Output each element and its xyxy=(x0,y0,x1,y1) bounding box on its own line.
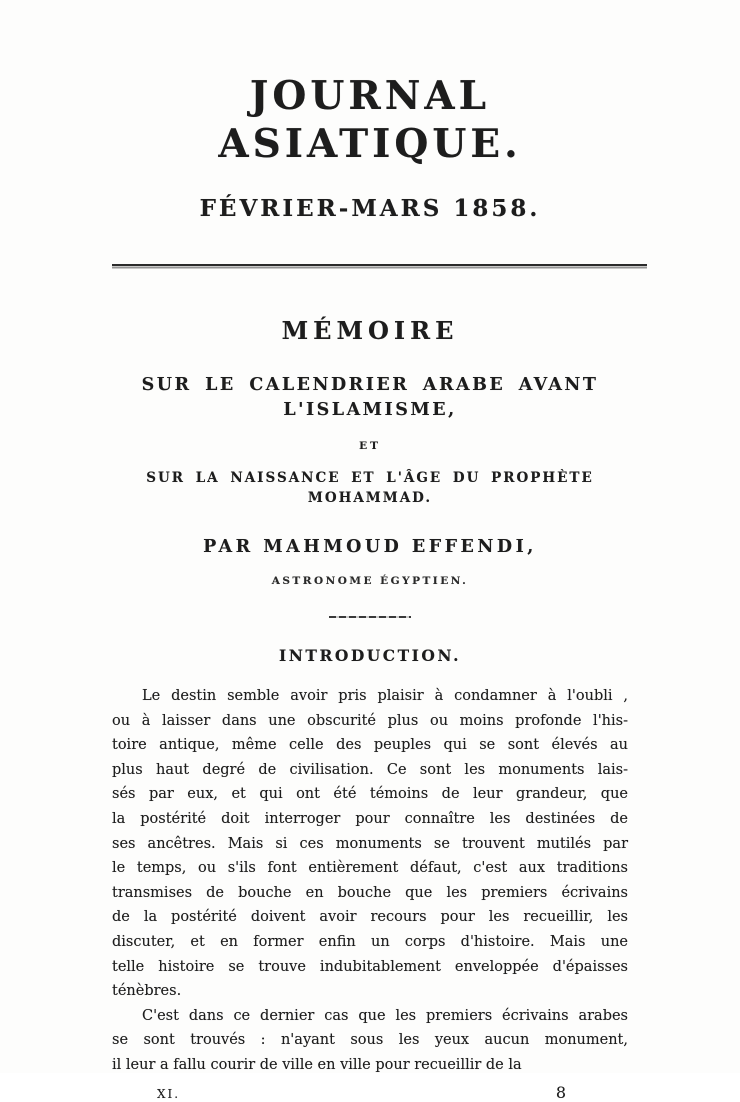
text-line: la postérité doit interroger pour connaître les destinées de xyxy=(112,810,628,827)
article-heading: MÉMOIRE xyxy=(281,316,459,345)
text-line: C'est dans ce dernier cas que les premiers écrivains arabes xyxy=(142,1007,628,1024)
article-body xyxy=(112,684,628,1078)
masthead-divider-rule xyxy=(112,264,647,266)
text-line: toire antique, même celle des peuples qui se sont élevés au xyxy=(112,737,628,754)
issue-date: FÉVRIER-MARS 1858. xyxy=(199,195,541,222)
text-line: se sont trouvés : n'ayant sous les yeux aucun monument, xyxy=(112,1032,628,1049)
text-line: Le destin semble avoir pris plaisir à condamner à l'oubli , xyxy=(142,688,628,704)
page-footer xyxy=(112,1083,628,1102)
section-heading: INTRODUCTION. xyxy=(279,646,461,665)
text-line: il leur a fallu courir de ville en ville pour recueillir de la xyxy=(112,1056,522,1073)
text-line: discuter, et en former enfin un corps d'histoire. Mais une xyxy=(112,933,628,950)
page-number: 8 xyxy=(555,1082,566,1102)
text-line: sés par eux, et qui ont été témoins de leur grandeur, que xyxy=(112,786,628,803)
section-divider-rule xyxy=(329,616,411,618)
text-line: ses ancêtres. Mais si ces monuments se trouvent mutilés par xyxy=(112,835,628,852)
text-line: ténèbres. xyxy=(112,983,182,1000)
text-line: transmises de bouche en bouche que les premiers écrivains xyxy=(112,884,628,901)
text-line: telle histoire se trouve indubitablement enveloppée d'épaisses xyxy=(112,958,628,975)
journal-title: JOURNAL ASIATIQUE. xyxy=(218,73,522,167)
text-line: de la postérité doivent avoir recours pour les recueillir, les xyxy=(112,909,628,926)
article-subtitle-line2: SUR LA NAISSANCE ET L'ÂGE DU PROPHÈTE MOHAMMAD. xyxy=(146,470,594,506)
text-line: le temps, ou s'ils font entièrement défaut, c'est aux traditions xyxy=(112,860,628,877)
article-subtitle-line1: SUR LE CALENDRIER ARABE AVANT L'ISLAMISME, xyxy=(141,375,599,420)
page-content xyxy=(112,0,628,1102)
author-role: ASTRONOME ÉGYPTIEN. xyxy=(271,575,469,587)
volume-number: XI. xyxy=(157,1086,181,1101)
text-line: ou à laisser dans une obscurité plus ou moins profonde l'his- xyxy=(112,712,628,729)
article-byline: PAR MAHMOUD EFFENDI, xyxy=(203,537,537,557)
text-line: plus haut degré de civilisation. Ce sont les monuments lais- xyxy=(112,761,628,778)
subtitle-connector: ET xyxy=(359,440,381,452)
